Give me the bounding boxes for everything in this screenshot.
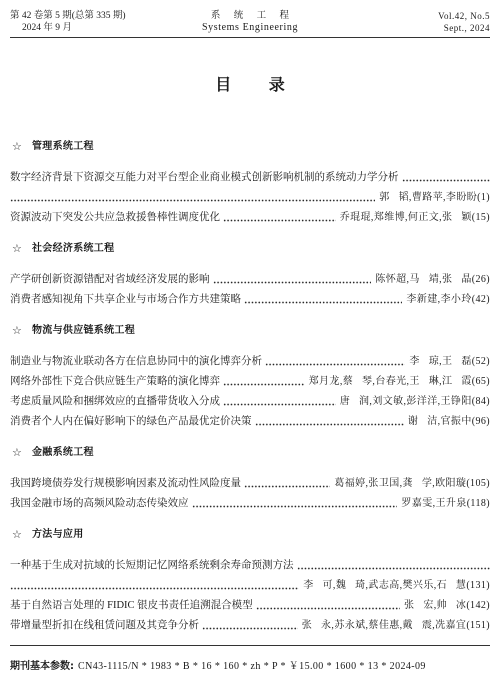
toc-entry <box>10 208 490 228</box>
leader-dots <box>255 412 404 432</box>
toc-entry <box>10 494 490 514</box>
star-icon: ☆ <box>12 324 22 337</box>
entry-byline <box>375 270 490 290</box>
entry-title: 考虑质量风险和捆绑效应的直播带货收入分成 <box>10 396 220 407</box>
footer-label: 期刊基本参数: <box>10 661 74 672</box>
leader-dots <box>265 352 405 372</box>
entry-page: (142) <box>466 600 490 611</box>
page-title: 目 录 <box>215 75 301 94</box>
entry-authors: 唐 润,刘文敏,彭洋洋,王铮阳 <box>339 396 472 407</box>
issue-date-cn: 2024 年 9 月 <box>22 23 72 33</box>
header-rule <box>10 37 490 38</box>
header-center <box>10 10 490 34</box>
entry-page: (26) <box>471 274 490 285</box>
leader-dots <box>192 494 398 514</box>
toc-entry <box>10 474 490 494</box>
entry-line <box>10 290 490 310</box>
entry-authors: 郭 韬,曹路苹,李盼盼 <box>379 192 478 203</box>
entry-authors: 谢 洁,官振中 <box>407 416 472 427</box>
entry-line <box>10 372 490 392</box>
volume-issue-en: Vol.42, No.5 <box>438 11 490 21</box>
leader-dots <box>244 474 330 494</box>
entry-line <box>10 168 490 188</box>
entry-title: 网络外部性下竞合供应链生产策略的演化博弈 <box>10 376 220 387</box>
entry-title: 资源波动下突发公共应急救援鲁棒性调度优化 <box>10 212 220 223</box>
entry-authors: 张 永,苏永斌,蔡佳惠,戴 震,冼嘉宜 <box>301 620 467 631</box>
toc-section <box>10 525 490 636</box>
entry-authors: 陈怀超,马 靖,张 晶 <box>375 274 472 285</box>
section-heading-label: 管理系统工程 <box>32 141 94 152</box>
entry-byline <box>340 208 490 228</box>
entry-line <box>10 208 490 228</box>
entry-byline <box>340 392 490 412</box>
entry-line <box>10 616 490 636</box>
toc-entry <box>10 372 490 392</box>
entry-line <box>10 576 490 596</box>
entry-title: 数字经济背景下资源交互能力对平台型企业商业模式创新影响机制的系统动力学分析 <box>10 172 399 183</box>
entry-line <box>10 412 490 432</box>
entry-authors: 郑月龙,蔡 琴,台春光,王 琳,江 霞 <box>308 376 472 387</box>
page-footer <box>10 657 490 677</box>
star-icon: ☆ <box>12 446 22 459</box>
leader-dots <box>202 616 298 636</box>
entry-page: (151) <box>466 620 490 631</box>
toc-entry <box>10 412 490 432</box>
section-heading-label: 方法与应用 <box>32 529 84 540</box>
toc-section <box>10 443 490 514</box>
volume-issue: 第 42 卷第 5 期(总第 335 期) <box>10 11 126 21</box>
entry-page: (118) <box>466 498 490 509</box>
header-right <box>438 10 490 34</box>
entry-title: 我国跨境债券发行规模影响因素及流动性风险度量 <box>10 478 241 489</box>
leader-dots <box>10 188 375 208</box>
entry-line <box>10 556 490 576</box>
entry-byline <box>408 412 490 432</box>
footer-rule <box>10 645 490 646</box>
entry-byline <box>303 576 490 596</box>
entry-line <box>10 352 490 372</box>
entry-page: (42) <box>471 294 490 305</box>
section-heading-label: 社会经济系统工程 <box>32 243 115 254</box>
entry-byline <box>302 616 490 636</box>
entry-page: (15) <box>471 212 490 223</box>
entry-page: (84) <box>471 396 490 407</box>
entry-authors: 罗嘉雯,王升泉 <box>401 498 467 509</box>
entry-authors: 李 琼,王 磊 <box>409 356 472 367</box>
entry-byline <box>404 596 490 616</box>
toc-entry <box>10 270 490 290</box>
journal-name-en: Systems Engineering <box>201 22 299 33</box>
leader-dots <box>223 208 336 228</box>
section-heading-label: 金融系统工程 <box>32 447 94 458</box>
entry-title: 带增量型折扣在线租赁问题及其竞争分析 <box>10 620 199 631</box>
entry-byline <box>334 474 490 494</box>
table-of-contents <box>10 137 490 636</box>
entry-line <box>10 188 490 208</box>
entry-byline <box>409 352 490 372</box>
journal-name-cn: 系 统 工 程 <box>210 11 295 21</box>
issue-date-en: Sept., 2024 <box>443 23 490 33</box>
entry-title: 基于自然语言处理的 FIDIC 银皮书责任追溯混合模型 <box>10 600 253 611</box>
entry-authors: 葛福婷,张卫国,龚 学,欧阳璇 <box>334 478 467 489</box>
entry-page: (96) <box>471 416 490 427</box>
leader-dots <box>256 596 400 616</box>
toc-entry <box>10 556 490 596</box>
entry-byline <box>379 188 490 208</box>
star-icon: ☆ <box>12 528 22 541</box>
toc-entry <box>10 168 490 208</box>
toc-section <box>10 239 490 310</box>
entry-page: (131) <box>466 580 490 591</box>
section-heading <box>10 321 490 341</box>
entry-line <box>10 494 490 514</box>
toc-section <box>10 321 490 432</box>
entry-page: (105) <box>466 478 490 489</box>
star-icon: ☆ <box>12 242 22 255</box>
entry-line <box>10 270 490 290</box>
toc-entry <box>10 616 490 636</box>
entry-title: 产学研创新资源错配对省域经济发展的影响 <box>10 274 210 285</box>
entry-byline <box>309 372 490 392</box>
star-icon: ☆ <box>12 140 22 153</box>
toc-entry <box>10 596 490 616</box>
entry-line <box>10 474 490 494</box>
entry-byline <box>401 494 490 514</box>
leader-dots <box>223 392 336 412</box>
section-heading <box>10 525 490 545</box>
leader-dots <box>10 576 299 596</box>
entry-title: 制造业与物流业联动各方在信息协同中的演化博弈分析 <box>10 356 262 367</box>
leader-dots <box>213 270 372 290</box>
entry-line <box>10 596 490 616</box>
section-heading <box>10 137 490 157</box>
entry-line <box>10 392 490 412</box>
section-heading-label: 物流与供应链系统工程 <box>32 325 135 336</box>
section-heading <box>10 443 490 463</box>
toc-entry <box>10 290 490 310</box>
entry-title: 消费者感知视角下共享企业与市场合作方共建策略 <box>10 294 241 305</box>
entry-title: 我国金融市场的高频风险动态传染效应 <box>10 498 189 509</box>
toc-entry <box>10 352 490 372</box>
entry-authors: 乔琨琨,郑维博,何正文,张 颖 <box>339 212 472 223</box>
entry-title: 消费者个人内在偏好影响下的绿色产品最优定价决策 <box>10 416 252 427</box>
footer-text: CN43-1115/N * 1983 * B * 16 * 160 * zh * P * ￥15.00 * 1600 * 13 * 2024-09 <box>78 661 426 672</box>
entry-byline <box>406 290 490 310</box>
leader-dots <box>297 556 491 576</box>
toc-entry <box>10 392 490 412</box>
leader-dots <box>223 372 305 392</box>
page-header <box>10 10 490 34</box>
entry-title: 一种基于生成对抗域的长短期记忆网络系统剩余寿命预测方法 <box>10 560 294 571</box>
entry-authors: 李 可,魏 琦,武志高,樊兴乐,石 慧 <box>303 580 467 591</box>
leader-dots <box>244 290 402 310</box>
entry-page: (1) <box>477 192 490 203</box>
entry-authors: 李新建,李小玲 <box>406 294 472 305</box>
leader-dots <box>402 168 491 188</box>
entry-page: (65) <box>471 376 490 387</box>
toc-section <box>10 137 490 228</box>
section-heading <box>10 239 490 259</box>
entry-page: (52) <box>471 356 490 367</box>
entry-authors: 张 宏,帅 冰 <box>404 600 467 611</box>
